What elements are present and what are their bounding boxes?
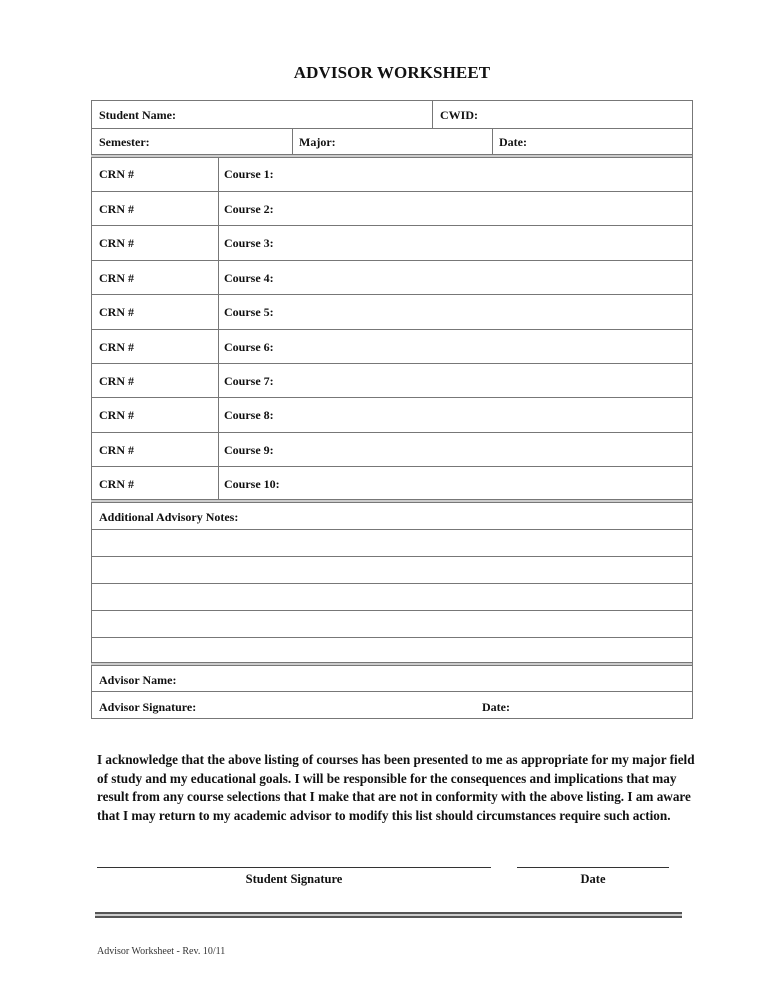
course-field[interactable] (219, 192, 692, 225)
crn-label: CRN # (99, 477, 134, 491)
footer-rule (95, 912, 682, 918)
course-label: Course 5: (224, 305, 274, 319)
student-date-line[interactable] (517, 867, 669, 868)
student-name-label: Student Name: (99, 108, 176, 122)
table-bottom-border (91, 718, 693, 719)
course-label: Course 6: (224, 340, 274, 354)
page-title: ADVISOR WORKSHEET (293, 63, 491, 82)
semester-label: Semester: (99, 135, 150, 149)
course-label: Course 8: (224, 408, 274, 422)
student-date-label: Date (580, 872, 606, 886)
notes-line-5[interactable] (92, 638, 692, 662)
table-right-border (692, 100, 693, 718)
advisor-date-label: Date: (482, 700, 510, 714)
course-field[interactable] (219, 226, 692, 259)
date-label: Date: (499, 135, 527, 149)
course-field[interactable] (219, 364, 692, 397)
footer-text: Advisor Worksheet - Rev. 10/11 (97, 946, 226, 957)
course-label: Course 7: (224, 374, 274, 388)
crn-label: CRN # (99, 374, 134, 388)
notes-line-2[interactable] (92, 557, 692, 582)
course-label: Course 9: (224, 443, 274, 457)
notes-line-1[interactable] (92, 530, 692, 555)
course-field[interactable] (219, 433, 692, 466)
advisor-signature-label: Advisor Signature: (99, 700, 197, 714)
crn-label: CRN # (99, 236, 134, 250)
course-label: Course 3: (224, 236, 274, 250)
course-label: Course 4: (224, 271, 274, 285)
crn-label: CRN # (99, 340, 134, 354)
course-field[interactable] (219, 398, 692, 431)
section-divider (91, 499, 692, 503)
crn-label: CRN # (99, 408, 134, 422)
course-field[interactable] (219, 158, 692, 190)
course-label: Course 1: (224, 167, 274, 181)
course-field[interactable] (219, 295, 692, 328)
course-label: Course 10: (224, 477, 280, 491)
crn-label: CRN # (99, 443, 134, 457)
crn-label: CRN # (99, 167, 134, 181)
notes-line-4[interactable] (92, 611, 692, 636)
course-field[interactable] (219, 261, 692, 294)
notes-label: Additional Advisory Notes: (99, 510, 239, 524)
crn-label: CRN # (99, 202, 134, 216)
student-signature-line[interactable] (97, 867, 491, 868)
major-label: Major: (299, 135, 336, 149)
crn-label: CRN # (99, 305, 134, 319)
course-field[interactable] (219, 330, 692, 363)
cwid-label: CWID: (440, 108, 478, 122)
advisor-name-field[interactable] (92, 666, 692, 690)
course-label: Course 2: (224, 202, 274, 216)
notes-line-3[interactable] (92, 584, 692, 609)
advisor-name-label: Advisor Name: (99, 673, 177, 687)
course-field[interactable] (219, 467, 692, 500)
crn-label: CRN # (99, 271, 134, 285)
student-signature-label: Student Signature (245, 872, 343, 886)
acknowledgement-text: I acknowledge that the above listing of courses has been presented to me as appropriate for my major field of study and my educational goals. I will be responsible for the consequences and implications that may result from any course selections that I make that are not in conformity with the above listing. I am aware that I may return to my academic advisor to modify this list should circumstances require such action. (97, 752, 695, 823)
